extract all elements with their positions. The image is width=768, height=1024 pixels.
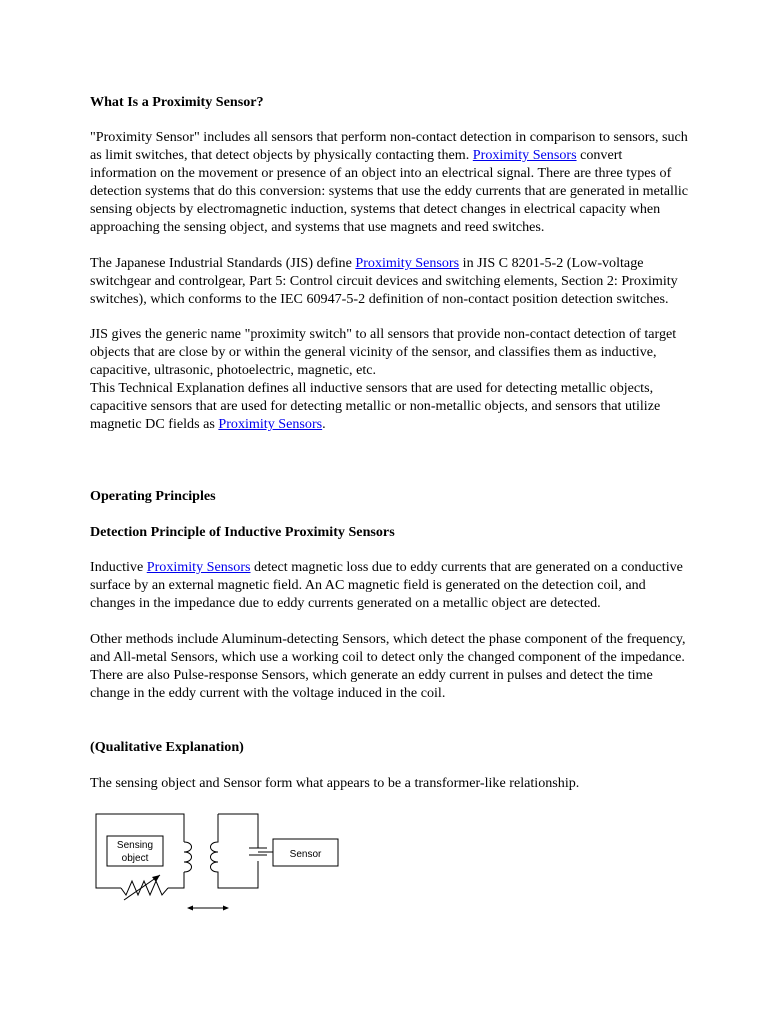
paragraph-inductive-text-a: Inductive xyxy=(90,559,147,575)
sensing-loop-wire xyxy=(96,814,184,888)
heading-detection-principle: Detection Principle of Inductive Proximity Sensors xyxy=(90,524,395,540)
paragraph-jis-definition xyxy=(90,255,690,309)
paragraph-technical-explanation xyxy=(90,380,690,434)
secondary-wire-top xyxy=(218,814,258,848)
primary-coil-icon xyxy=(184,842,192,872)
proximity-sensors-link-4[interactable]: Proximity Sensors xyxy=(146,559,251,575)
paragraph-other-methods: Other methods include Aluminum-detecting Sensors, which detect the phase component of the frequency, and All-metal Sensors, which use a working coil to detect only the changed component of the impedance. There are also Pulse-response Sensors, which generate an eddy current in pulses and detect the time change in the eddy current with the voltage induced in the coil. xyxy=(90,631,686,701)
sensor-label: Sensor xyxy=(289,849,322,860)
transformer-diagram xyxy=(88,808,358,920)
heading-operating-principles: Operating Principles xyxy=(90,488,216,504)
paragraph-technical-text-b: . xyxy=(322,415,326,432)
sensing-object-label-line2: object xyxy=(121,853,149,864)
heading-what-is-proximity-sensor: What Is a Proximity Sensor? xyxy=(90,94,264,110)
paragraph-intro-text-b: convert information on the movement or presence of an object into an electrical signal. There are three types of detection systems that do this conversion: systems that use the eddy currents that are generated in metallic sensing objects by electromagnetic induction, systems that detect changes in electrical capacity when approaching the sensing object, and systems that use magnets and reed switches. xyxy=(90,146,689,235)
sensing-object-label-line1: Sensing xyxy=(116,840,154,851)
paragraph-intro xyxy=(90,129,690,236)
movement-arrow-head-right xyxy=(223,906,229,911)
proximity-sensors-link-1[interactable]: Proximity Sensors xyxy=(472,146,577,163)
paragraph-technical-text-a: This Technical Explanation defines all inductive sensors that are used for detecting metallic objects, capacitive sensors that are used for detecting metallic or non-metallic objects, and sensors that utilize magnetic DC fields as xyxy=(90,380,661,432)
secondary-coil-icon xyxy=(211,814,259,888)
proximity-sensors-link-2[interactable]: Proximity Sensors xyxy=(355,255,460,271)
variable-arrow-head xyxy=(152,875,160,882)
paragraph-transformer-relationship: The sensing object and Sensor form what appears to be a transformer-like relationship. xyxy=(90,775,580,791)
paragraph-inductive xyxy=(90,559,690,613)
proximity-sensors-link-3[interactable]: Proximity Sensors xyxy=(218,415,323,432)
resistor-icon xyxy=(121,881,168,895)
paragraph-jis-text-b: in JIS C 8201-5-2 (Low-voltage switchgear and controlgear, Part 5: Control circuit devices and switching elements, Section 2: Proximity switches), which conforms to the IEC 60947-5-2 definition of non-contact position detection switches. xyxy=(90,255,678,307)
movement-arrow-head-left xyxy=(187,906,193,911)
paragraph-jis-generic-name: JIS gives the generic name "proximity switch" to all sensors that provide non-contact detection of target objects that are close by or within the general vicinity of the sensor, and classifies them as inductive, capacitive, ultrasonic, photoelectric, magnetic, etc. xyxy=(90,326,677,378)
paragraph-jis-text-a: The Japanese Industrial Standards (JIS) define xyxy=(90,255,356,271)
heading-qualitative-explanation: (Qualitative Explanation) xyxy=(90,739,244,755)
sensing-loop-wire-right xyxy=(168,872,184,888)
paragraph-inductive-text-b: detect magnetic loss due to eddy currents that are generated on a conductive surface by an external magnetic field. An AC magnetic field is generated on the detection coil, and changes in the impedance due to eddy currents generated on a metallic object are detected. xyxy=(90,559,683,611)
paragraph-intro-text-a: "Proximity Sensor" includes all sensors that perform non-contact detection in comparison to sensors, such as limit switches, that detect objects by physically contacting them. xyxy=(90,129,688,163)
